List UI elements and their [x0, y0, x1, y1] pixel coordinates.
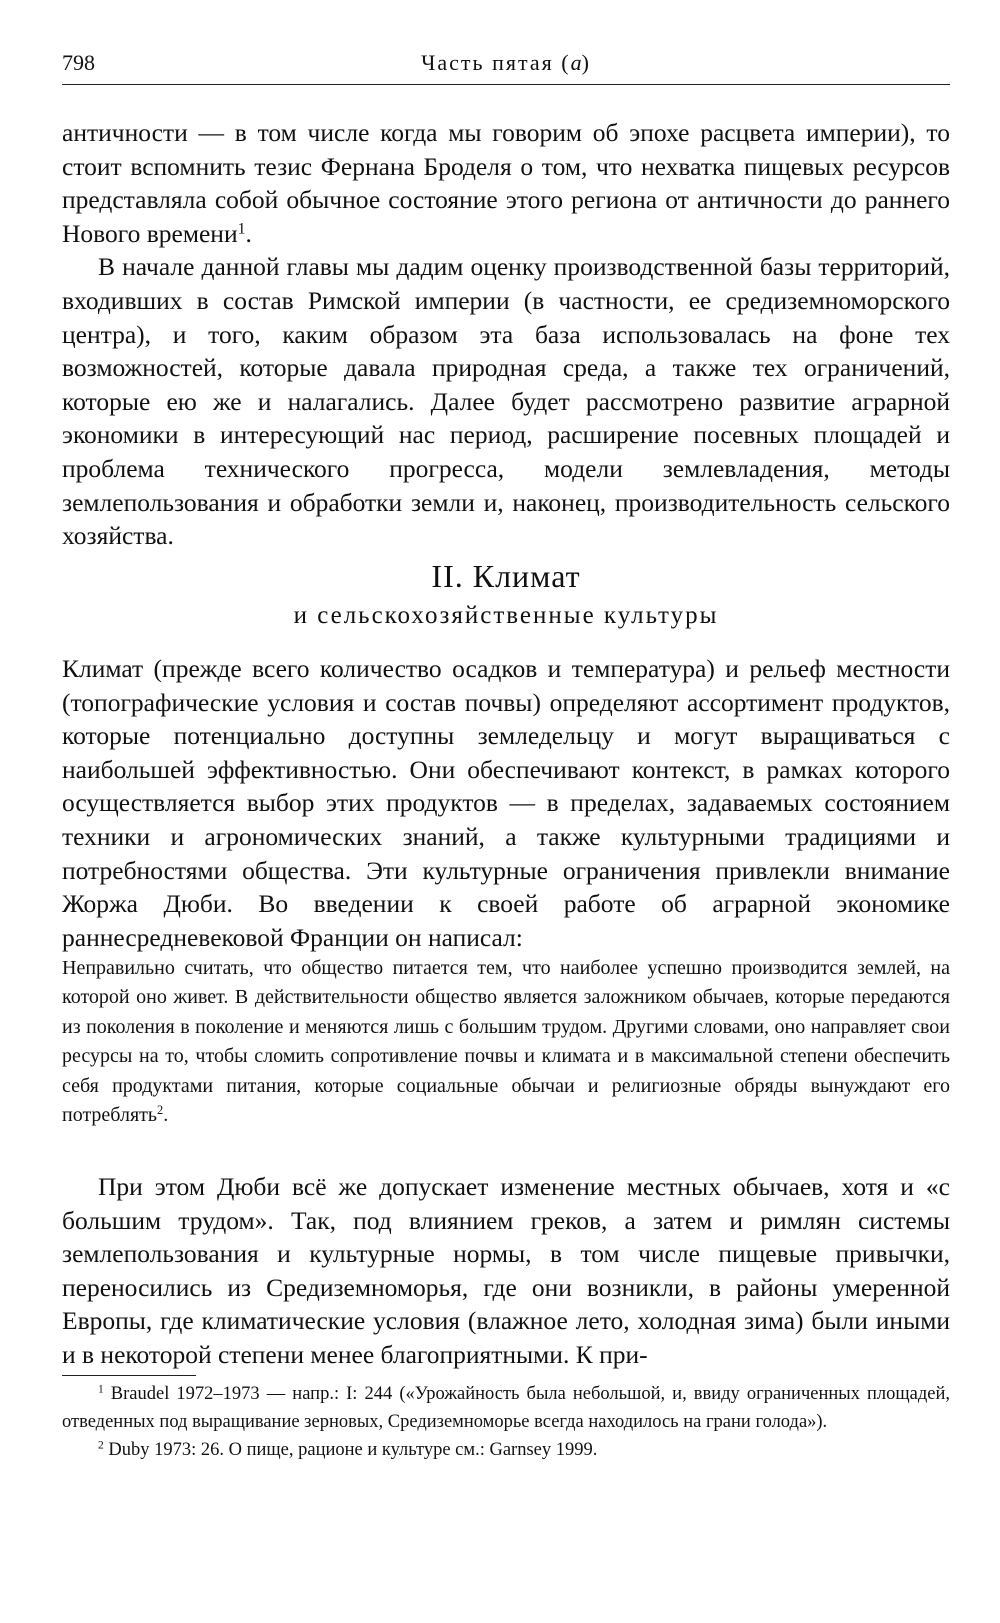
paragraph-1: [62, 116, 950, 250]
quote-end: .: [163, 1104, 169, 1127]
paragraph-1-text: античности — в том числе когда мы говорим об эпохе расцвета империи), то стоит вспомнить тезис Фернана Броделя о том, что нехватка пищевых ресурсов представляла собой обычное состояние этого региона от античности до раннего Нового времени: [62, 118, 950, 248]
footnote-divider: [62, 1375, 196, 1376]
paragraph-3-text: Климат (прежде всего количество осадков и температура) и рельеф местности (топографические условия и состав почвы) определяют ассортимент продуктов, которые потенциально доступны земледельцу и могут выращиваться с наибольшей эффективностью. Они обеспечивают контекст, в рамках которого осуществляется выбор этих продуктов — в пределах, задаваемых состоянием техники и агрономических знаний, а также культурными традициями и потребностями общества. Эти культурные ограничения привлекли внимание Жоржа Дюби. Во введении к своей работе об аграрной экономике раннесредневековой Франции он написал:: [62, 654, 950, 952]
page-number: 798: [62, 50, 95, 75]
footnote-1-marker: 1: [98, 1383, 104, 1396]
footnote-2-text: Duby 1973: 26. О пище, рационе и культуре см.: Garnsey 1999.: [103, 1440, 598, 1460]
footnote-1-text: Braudel 1972–1973 — напр.: I: 244 («Урожайность была небольшой, и, ввиду ограниченных площадей, отведенных под выращивание зерновых, Средиземноморье всегда находилось на грани голода»).: [62, 1384, 950, 1432]
opening-text: [62, 116, 950, 553]
running-title-text: Часть пятая (: [421, 50, 571, 75]
quote-text: Неправильно считать, что общество питается тем, что наиболее успешно производится землей, на которой оно живет. В действительности общество является заложником обычаев, которые передаются из поколения в поколение и меняются лишь с большим трудом. Другими словами, оно направляет свои ресурсы на то, чтобы сломить сопротивление почвы и климата и в максимальной степени обеспечить себя продуктами питания, которые социальные обычаи и религиозные обряды вынуждают его потреблять: [62, 957, 950, 1127]
running-title-close: ): [581, 50, 591, 75]
footnote-ref-2[interactable]: 2: [157, 1103, 164, 1118]
section-heading: [62, 556, 950, 634]
paragraph-4: [62, 1170, 950, 1372]
section-title: II. Климат: [431, 558, 581, 594]
footnote-2-marker: 2: [98, 1439, 104, 1452]
section-subtitle: и сельскохозяйственные культуры: [293, 602, 719, 629]
paragraph-3: [62, 652, 950, 954]
footnote-1: [62, 1380, 950, 1436]
block-quote: [62, 954, 950, 1130]
footnote-2: [62, 1436, 950, 1464]
footnotes: [62, 1380, 950, 1464]
paragraph-1-end: .: [245, 218, 252, 248]
paragraph-4-text: При этом Дюби всё же допускает изменение местных обычаев, хотя и «с большим трудом». Так, под влиянием греков, а затем и римлян системы землепользования и культурные нормы, в том числе пищевые привычки, переносились из Средиземноморья, где они возникли, в районы умеренной Европы, где климатические условия (влажное лето, холодная зима) были иными и в некоторой степени менее благоприятными. К при-: [62, 1172, 950, 1369]
running-title-italic: a: [570, 50, 582, 75]
page-header: [62, 50, 950, 85]
footnote-ref-1[interactable]: 1: [237, 220, 246, 238]
paragraph-2: В начале данной главы мы дадим оценку производственной базы территорий, входивших в состав Римской империи (в частности, ее средиземноморского центра), и того, каким образом эта база использовалась на фоне тех возможностей, которые давала природная среда, а также тех ограничений, которые ею же и налагались. Далее будет рассмотрено развитие аграрной экономики в интересующий нас период, расширение посевных площадей и проблема технического прогресса, модели землевладения, методы землепользования и обработки земли и, наконец, производительность сельского хозяйства.: [62, 252, 950, 551]
running-title: [62, 50, 950, 76]
